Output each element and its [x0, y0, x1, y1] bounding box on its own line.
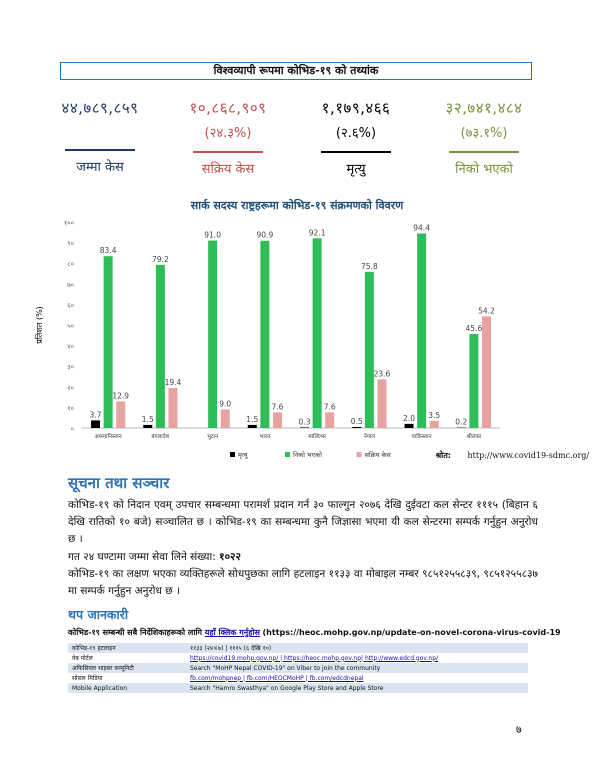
bar-0: [300, 427, 309, 428]
bar-2: [377, 379, 386, 428]
bar-1: [313, 238, 322, 428]
row-label: सोसल मिडिया: [68, 673, 186, 683]
bar-value-label: 92.1: [308, 228, 326, 238]
x-tick-label: माल्दिभ्स: [308, 434, 326, 440]
served-count-prefix: गत २४ घण्टामा जम्मा सेवा लिने संख्या:: [68, 551, 220, 563]
bar-2: [482, 316, 491, 428]
saarc-bar-chart: [30, 210, 590, 472]
guidelines-prefix: कोभिड-१९ सम्बन्धी सबै निर्देशिकाहरूको लागि: [68, 628, 205, 637]
bar-value-label: 90.9: [256, 230, 274, 240]
stat-total-percent: [40, 123, 160, 139]
y-tick-label: ७०: [67, 280, 74, 289]
row-label: कोभिड-१९ हटलाइन: [68, 643, 186, 653]
bar-2: [430, 421, 439, 428]
x-tick-label: भारत: [259, 434, 271, 440]
bar-1: [260, 241, 269, 428]
bar-value-label: 83.4: [99, 246, 117, 256]
bar-value-label: 79.2: [152, 254, 169, 264]
served-count-line: [68, 549, 538, 566]
row-value: ११३३ (२४×७) | १११५ (६ देखि १०): [186, 643, 528, 653]
x-tick-label: श्रीलंका: [466, 434, 482, 440]
stat-recovered: [424, 98, 544, 177]
y-tick-label: ६०: [67, 301, 74, 310]
bar-1: [156, 265, 165, 428]
guidelines-url: (https://heoc.mohp.gov.np/update-on-novel-corona-virus-covid-19: [262, 628, 561, 637]
bar-0: [248, 425, 257, 428]
y-tick-label: ८०: [67, 260, 74, 269]
bar-0: [352, 427, 361, 428]
row-label: Mobile Application: [68, 683, 186, 693]
row-label: अफिसियल भाइबर कम्युनिटी: [68, 663, 186, 673]
social-media-links[interactable]: fb.com/mohpnep | fb.com/HEOCMoHP | fb.com/edcdnepal: [190, 674, 364, 682]
bar-value-label: 19.4: [164, 378, 182, 388]
bar-value-label: 75.8: [361, 261, 378, 271]
bar-1: [365, 272, 374, 428]
table-row: [68, 663, 528, 673]
web-portal-links[interactable]: https://covid19.mohp.gov.np/ | https://heoc.mohp.gov.np| http://www.edcd.gov.np/: [190, 654, 439, 662]
bar-value-label: 0.3: [298, 417, 311, 427]
bar-value-label: 1.5: [246, 414, 259, 424]
info-heading: सूचना तथा सञ्चार: [68, 474, 170, 492]
stat-recovered-value: ३२,७४१,४८४: [445, 99, 523, 117]
stat-active-label: सक्रिय केस: [201, 162, 255, 177]
stat-total-cases: [40, 98, 160, 175]
table-row: [68, 683, 528, 693]
y-tick-label: १००: [63, 219, 74, 227]
stat-recovered-percent: (७३.१%): [460, 126, 508, 141]
stat-recovered-label: निको भएको: [455, 162, 513, 177]
contact-table: [68, 643, 528, 693]
bar-value-label: 0.5: [350, 416, 363, 426]
stat-deaths-value: १,१७९,४६६: [321, 99, 391, 117]
bar-value-label: 2.0: [403, 413, 415, 423]
bar-0: [405, 424, 414, 428]
bar-value-label: 94.4: [413, 223, 430, 233]
y-tick-label: ४०: [67, 342, 74, 351]
row-value: Search "Hamro Swasthya" on Google Play Store and Apple Store: [186, 683, 528, 693]
stat-active-percent: (२४.३%): [204, 126, 252, 141]
legend-label: मृत्यु: [238, 451, 248, 459]
y-tick-label: ३०: [67, 363, 74, 372]
page-number: ७: [516, 723, 522, 736]
bar-1: [469, 334, 478, 428]
guidelines-link[interactable]: यहाँ क्लिक गर्नुहोस: [204, 628, 260, 637]
bar-value-label: 3.5: [428, 410, 441, 420]
source-url: http://www.covid19-sdmc.org/: [467, 451, 590, 460]
bar-value-label: 7.6: [323, 402, 336, 412]
y-axis-label: प्रतिशत (%): [35, 306, 44, 344]
bar-value-label: 1.5: [141, 414, 154, 424]
stat-deaths: [296, 98, 416, 177]
bar-2: [325, 412, 334, 428]
page-title: विश्वव्यापी रूपमा कोभिड-१९ को तथ्यांक: [60, 62, 532, 80]
row-value: [186, 673, 528, 683]
table-row: [68, 643, 528, 653]
stat-recovered-rule: [449, 151, 519, 153]
call-center-paragraph: कोभिड-१९ को निदान एवम् उपचार सम्बन्धमा परामर्श प्रदान गर्न ३० फाल्गुन २०७६ देखि दुईवटा कल सेन्टर १११५ (बिहान ६ देखि रातिको १० बजे) सञ्चालित छ । कोभिड-१९ का सम्बन्धमा कुनै जिज्ञासा भएमा यी कल सेन्टरमा सम्पर्क गर्नुहुन अनुरोध छ ।: [68, 499, 538, 545]
bar-value-label: 3.7: [89, 410, 102, 420]
bar-value-label: 7.6: [271, 402, 284, 412]
hotline-paragraph: कोभिड-१९ का लक्षण भएका व्यक्तिहरूले सोधपुछका लागि हटलाइन ११३३ वा मोबाइल नम्बर ९८५१२५५८३९, ९८५१२५५८३७ मा सम्पर्क गर्नुहुन अनुरोध छ ।: [68, 568, 538, 597]
legend-label: सक्रिय केस: [364, 451, 391, 459]
bar-value-label: 0.2: [455, 417, 468, 427]
bar-value-label: 45.6: [465, 324, 483, 334]
guidelines-line: [68, 627, 561, 638]
bar-2: [116, 401, 125, 428]
chart-title: सार्क सदस्य राष्ट्रहरूमा कोभिड-१९ संक्रमणको विवरण: [190, 199, 404, 212]
stat-active-value: १०,८६८,९०९: [189, 99, 267, 117]
table-row: [68, 673, 528, 683]
bar-2: [168, 388, 177, 428]
bar-2: [273, 412, 282, 428]
bar-value-label: 9.0: [219, 399, 232, 409]
y-tick-label: १०: [67, 404, 74, 413]
stat-active-rule: [193, 151, 263, 153]
y-tick-label: ९०: [67, 239, 74, 248]
bar-1: [417, 234, 426, 428]
stat-active-cases: [168, 98, 288, 177]
row-value: [186, 653, 528, 663]
stat-deaths-rule: [321, 151, 391, 153]
stat-deaths-label: मृत्यु: [346, 162, 366, 177]
x-tick-label: नेपाल: [363, 434, 376, 440]
x-tick-label: अफगानिस्तान: [94, 434, 122, 440]
x-tick-label: बंगलादेश: [151, 434, 170, 440]
bar-0: [91, 420, 100, 428]
stat-total-rule: [65, 149, 135, 151]
legend-swatch: [357, 452, 362, 457]
more-info-heading: थप जानकारी: [68, 607, 129, 622]
bar-value-label: 12.9: [112, 391, 130, 401]
bar-2: [221, 409, 230, 428]
bar-0: [143, 425, 152, 428]
x-tick-label: भुटान: [207, 434, 219, 440]
source-label: श्रोत:: [435, 451, 451, 460]
y-tick-label: २०: [67, 383, 74, 392]
bar-1: [208, 241, 217, 428]
bar-value-label: 54.2: [478, 306, 495, 316]
legend-label: निको भएको: [293, 451, 322, 459]
y-tick-label: ०: [70, 425, 74, 433]
bar-value-label: 91.0: [204, 230, 221, 240]
stat-deaths-percent: (२.६%): [335, 126, 377, 141]
row-label: वेब पोर्टल: [68, 653, 186, 663]
legend-swatch: [285, 452, 290, 457]
table-row: [68, 653, 528, 663]
y-tick-label: ५०: [67, 322, 74, 330]
legend-swatch: [230, 452, 235, 457]
bar-value-label: 23.6: [373, 369, 391, 379]
row-value: Search "MoHP Nepal COVID-19" on Viber to join the community: [186, 663, 528, 673]
served-count-value: १०२२: [219, 551, 241, 563]
x-tick-label: पाकिस्तान: [411, 434, 432, 440]
stat-total-value: ४४,७८९,८५९: [61, 99, 139, 117]
bar-1: [104, 256, 113, 428]
stat-total-label: जम्मा केस: [76, 160, 124, 175]
